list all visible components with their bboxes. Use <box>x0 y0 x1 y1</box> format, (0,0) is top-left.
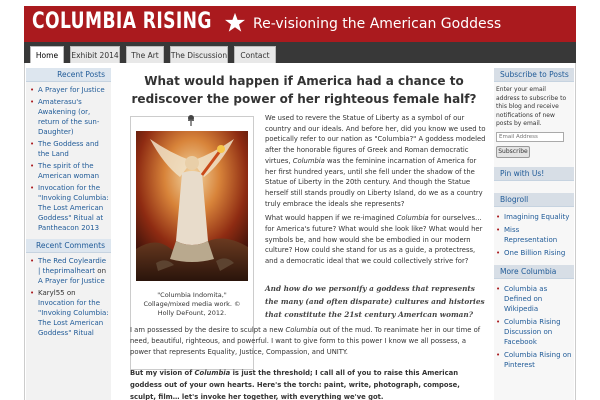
comment-author: Karyl55 <box>38 289 65 297</box>
bullet-icon: • <box>30 184 35 192</box>
bullet-icon: • <box>496 225 501 234</box>
subscribe-button[interactable]: Subscribe <box>496 146 530 158</box>
figure-caption: "Columbia Indomita," Collage/mixed media work. © Holly DeFount, 2012. <box>143 291 241 317</box>
post-body-top <box>265 113 487 271</box>
recent-comments-title: Recent Comments <box>26 239 111 253</box>
nav-tab-the-discussion[interactable]: The Discussion <box>170 46 228 63</box>
paragraph-bold: But my vision of Columbia is just the threshold; I call all of you to raise this American goddess out of your own hearts. Here's the torch: paint, write, photograph, compose, sculpt, film… let's invoke her together, with everything we've got. <box>130 369 460 400</box>
site-header <box>24 6 576 42</box>
comment-on: on <box>97 267 107 275</box>
bullet-icon: • <box>496 317 501 326</box>
list-item[interactable]: • Imagining Equality <box>496 212 570 221</box>
recent-posts-title: Recent Posts <box>26 68 111 82</box>
post-title[interactable]: What would happen if America had a chance to rediscover the power of her righteous female half? <box>131 74 477 106</box>
bullet-icon: • <box>30 257 35 265</box>
nav-tab-contact[interactable]: Contact <box>234 46 276 63</box>
blogroll-title: Blogroll <box>494 193 574 207</box>
paragraph: What would happen if we re-imagined Columbia for ourselves… for America's future? What would she look like? What would her symbols be, and how would she be embodied in our modern culture? How could she stand for us as a guide, a protectress, and a democratic ideal that we could collectively strive for? <box>265 214 483 266</box>
pin-with-us-title[interactable]: Pin with Us! <box>494 167 574 181</box>
paragraph: We used to revere the Statue of Liberty as a symbol of our country and our ideals. And before her, did you know we used to poetically refer to our nation as "Columbia?" A goddess modeled after the honorable figures of Greek and Roman democratic virtues, Columbia was the feminine incarnation of America for her first hundred years, until she fell under the shadow of the Statue of Liberty in the 20th century. And though the Statue herself still stands proudly on Liberty Island, do we as a country truly embrace the ideals she represents? <box>265 114 486 208</box>
list-item[interactable]: • The Goddess and the Land <box>30 140 99 158</box>
more-columbia-list <box>494 279 574 377</box>
subscribe-title: Subscribe to Posts <box>494 68 574 82</box>
list-item[interactable]: • Amaterasu's Awakening (or, return of the sun-Daughter) <box>30 98 100 136</box>
site-tagline: Re-visioning the American Goddess <box>253 16 502 32</box>
list-item[interactable]: • Miss Representation <box>496 225 558 244</box>
list-item[interactable]: • Columbia Rising on Pinterest <box>496 350 572 369</box>
list-item[interactable]: • Invocation for the "Invoking Columbia: The Lost American Goddess" Ritual at Pantheacon 2013 <box>30 184 109 232</box>
comment-on: on <box>66 289 76 297</box>
bullet-icon: • <box>496 212 501 221</box>
comment-post-link[interactable]: Invocation for the "Invoking Columbia: The Lost American Goddess" Ritual <box>38 299 109 337</box>
nav-tab-the-art[interactable]: The Art <box>126 46 164 63</box>
bullet-icon: • <box>496 350 501 359</box>
list-item[interactable]: • Columbia Rising Discussion on Facebook <box>496 317 561 346</box>
comment-author[interactable]: The Red Coyleardie | theprimalheart <box>38 257 107 275</box>
list-item[interactable]: • One Billion Rising <box>496 248 566 257</box>
post-content <box>120 68 488 400</box>
subscribe-description: Enter your email address to subscribe to this blog and receive notifications of new posts by email. <box>496 86 567 127</box>
pin-icon[interactable] <box>185 114 197 126</box>
nav-tab-home[interactable]: Home <box>30 46 64 63</box>
right-sidebar <box>494 68 574 400</box>
comment-post-link[interactable]: A Prayer for Justice <box>38 277 105 285</box>
list-item <box>30 256 109 286</box>
recent-comments-list <box>26 253 111 344</box>
main-nav <box>24 42 576 63</box>
left-sidebar <box>26 68 111 400</box>
paragraph: I am possessed by the desire to sculpt a new Columbia out of the mud. To reanimate her in our time of need, beautiful, righteous, and powerful. I want to give form to this power I know we all possess, a power that represents Equality, Justice, Compassion, and UNITY. <box>130 326 481 356</box>
bullet-icon: • <box>30 162 35 170</box>
list-item[interactable]: • The spirit of the American woman <box>30 162 100 180</box>
star-icon <box>224 12 246 34</box>
bullet-icon: • <box>30 86 35 94</box>
nav-tab-exhibit-2014[interactable]: Exhibit 2014 <box>70 46 120 63</box>
bullet-icon: • <box>30 98 35 106</box>
more-columbia-title: More Columbia <box>494 265 574 279</box>
email-input[interactable] <box>496 132 564 142</box>
bullet-icon: • <box>30 140 35 148</box>
columbia-artwork-image[interactable] <box>136 131 248 281</box>
bullet-icon: • <box>30 289 35 297</box>
bullet-icon: • <box>496 284 501 293</box>
bullet-icon: • <box>496 248 501 257</box>
list-item[interactable]: • A Prayer for Justice <box>30 86 105 94</box>
list-item[interactable]: • Columbia as Defined on Wikipedia <box>496 284 548 313</box>
recent-posts-list <box>26 82 111 239</box>
highlight-quote: And how do we personify a goddess that represents the many (and often disparate) cultures and histories that constitute the 21st century American woman? <box>265 284 485 319</box>
site-title[interactable]: COLUMBIA RISING <box>32 9 212 34</box>
blogroll-list <box>494 207 574 265</box>
list-item <box>30 288 109 338</box>
